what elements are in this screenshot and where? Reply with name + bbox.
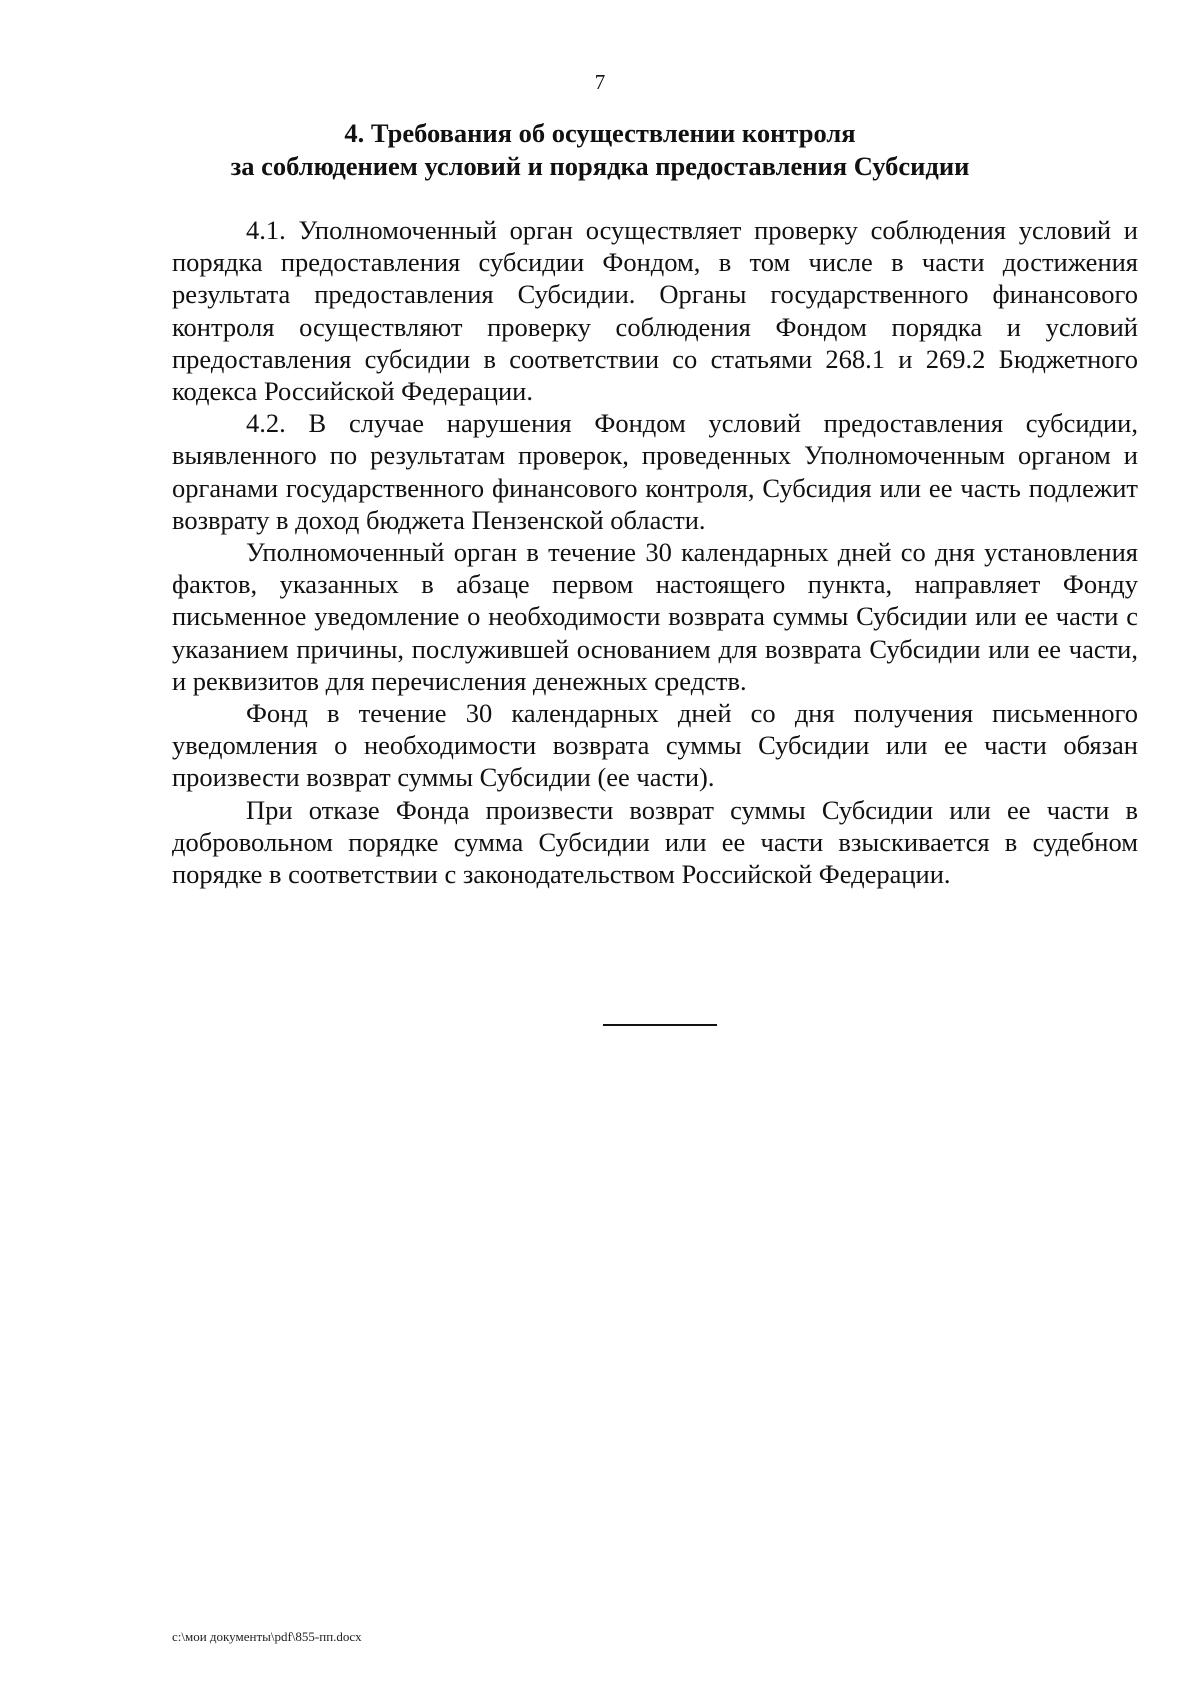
body-text [172,214,1138,890]
section-heading [150,117,1050,183]
paragraph-refund-term: Фонд в течение 30 календарных дней со дня получения письменного уведомления о необходимости возврата суммы Субсидии или ее части обязан произвести возврат суммы Субсидии (ее части). [172,698,1138,793]
section-heading-line-2: за соблюдением условий и порядка предоставления Субсидии [230,151,970,181]
section-heading-line-1: 4. Требования об осуществлении контроля [344,118,856,148]
paragraph-4-2: 4.2. В случае нарушения Фондом условий предоставления субсидии, выявленного по результатам проверок, проведенных Уполномоченным органом и органами государственного финансового контроля, Субсидия или ее часть подлежит возврату в доход бюджета Пензенской области. [172,408,1138,535]
page-number: 7 [594,70,606,94]
paragraph-court-recovery: При отказе Фонда произвести возврат суммы Субсидии или ее части в добровольном порядке сумма Субсидии или ее части взыскивается в судебном порядке в соответствии с законодательством Российской Федерации. [172,794,1138,890]
paragraph-4-1: 4.1. Уполномоченный орган осуществляет проверку соблюдения условий и порядка предоставления субсидии Фондом, в том числе в части достижения результата предоставления Субсидии. Органы государственного финансового контроля осуществляют проверку соблюдения Фондом порядка и условий предоставления субсидии в соответствии со статьями 268.1 и 269.2 Бюджетного кодекса Российской Федерации. [172,215,1138,407]
end-of-text-rule [603,1024,717,1026]
paragraph-notification: Уполномоченный орган в течение 30 календарных дней со дня установления фактов, указанных в абзаце первом настоящего пункта, направляет Фонду письменное уведомление о необходимости возврата суммы Субсидии или ее части с указанием причины, послужившей основанием для возврата Субсидии или ее части, и реквизитов для перечисления денежных средств. [172,537,1138,696]
footer-file-path: c:\мои документы\pdf\855-пп.docx [172,1629,362,1644]
